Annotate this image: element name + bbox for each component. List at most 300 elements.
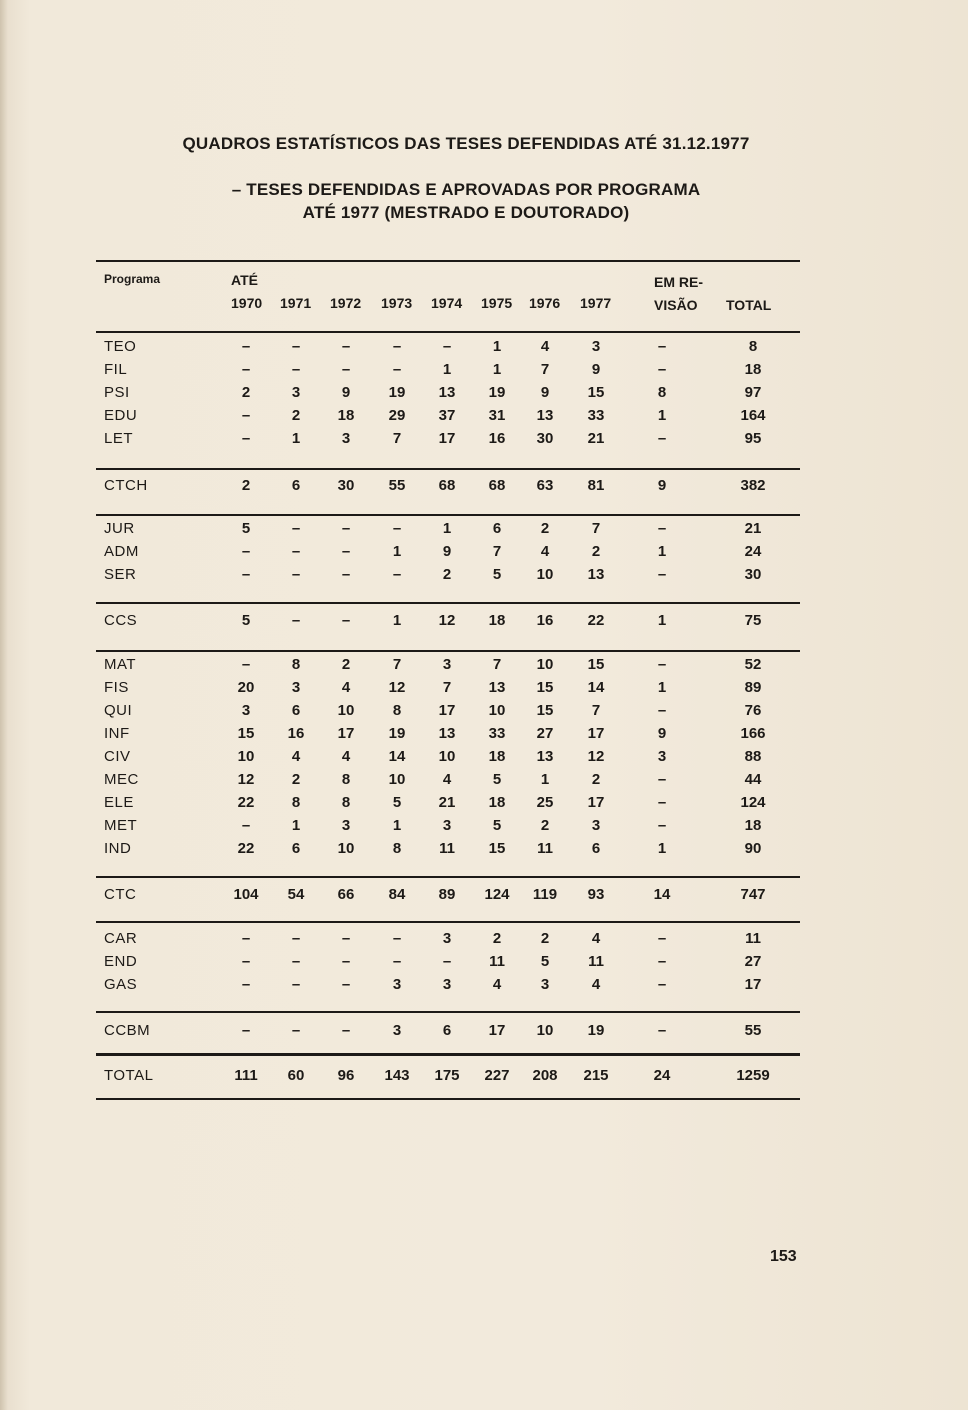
table-row-subtotal	[96, 1022, 800, 1042]
cell-1970: 5	[241, 612, 251, 629]
cell-1974: 13	[438, 725, 456, 742]
cell-1971: 2	[291, 407, 301, 424]
cell-1973: 1	[392, 543, 402, 560]
cell-1977: 11	[588, 953, 604, 970]
cell-1975: 7	[492, 656, 502, 673]
cell-1970: –	[241, 361, 251, 378]
cell-1974: 6	[442, 1022, 452, 1039]
cell-1970: –	[241, 407, 251, 424]
cell-1972: 4	[341, 748, 351, 765]
cell-1977: 7	[591, 702, 601, 719]
cell-1973: 29	[388, 407, 406, 424]
cell-total: 30	[744, 566, 762, 583]
table-row	[96, 543, 800, 563]
cell-1974: 175	[434, 1067, 460, 1084]
cell-1977: 14	[587, 679, 605, 696]
cell-1973: 55	[388, 477, 406, 494]
cell-1971: –	[291, 543, 301, 560]
cell-1973: 14	[388, 748, 406, 765]
table-row-subtotal	[96, 886, 800, 906]
cell-1977: 2	[591, 771, 601, 788]
cell-1977: 6	[591, 840, 601, 857]
cell-1970: 15	[237, 725, 255, 742]
cell-1977: 19	[587, 1022, 605, 1039]
cell-1971: 4	[291, 748, 301, 765]
cell-1974: 7	[442, 679, 452, 696]
header-1975: 1975	[481, 295, 513, 311]
cell-1976: 5	[540, 953, 550, 970]
cell-1972: –	[341, 930, 351, 947]
cell-1977: 3	[591, 817, 601, 834]
cell-1972: –	[341, 1022, 351, 1039]
cell-1973: 7	[392, 430, 402, 447]
cell-total: 166	[740, 725, 766, 742]
cell-em-revisao: –	[657, 976, 667, 993]
cell-1974: 1	[442, 361, 452, 378]
table-row	[96, 566, 800, 586]
cell-1975: 1	[492, 361, 502, 378]
cell-em-revisao: 1	[657, 407, 667, 424]
cell-1977: 2	[591, 543, 601, 560]
table-row	[96, 338, 800, 358]
cell-1975: 5	[492, 817, 502, 834]
cell-1972: 18	[337, 407, 355, 424]
cell-em-revisao: –	[657, 656, 667, 673]
table-row-subtotal	[96, 477, 800, 497]
table-row	[96, 361, 800, 381]
row-label: EDU	[104, 407, 138, 424]
cell-total: 18	[744, 361, 762, 378]
cell-1971: –	[291, 976, 301, 993]
cell-1971: 16	[287, 725, 305, 742]
row-label: GAS	[104, 976, 138, 993]
row-label: FIS	[104, 679, 129, 696]
cell-1972: –	[341, 612, 351, 629]
row-label: JUR	[104, 520, 135, 537]
cell-1970: 20	[237, 679, 255, 696]
cell-1972: 96	[337, 1067, 355, 1084]
table-row	[96, 817, 800, 837]
cell-1972: 17	[337, 725, 355, 742]
cell-1977: 215	[583, 1067, 609, 1084]
cell-1971: 54	[287, 886, 305, 903]
cell-1975: 31	[488, 407, 506, 424]
cell-1976: 2	[540, 930, 550, 947]
table-row	[96, 384, 800, 404]
cell-1970: 3	[241, 702, 251, 719]
cell-1976: 13	[536, 407, 554, 424]
cell-1975: 4	[492, 976, 502, 993]
cell-1977: 15	[587, 384, 605, 401]
cell-total: 95	[744, 430, 762, 447]
cell-1970: 22	[237, 840, 255, 857]
cell-1973: –	[392, 338, 402, 355]
cell-1972: –	[341, 520, 351, 537]
cell-em-revisao: 3	[657, 748, 667, 765]
cell-1975: 5	[492, 771, 502, 788]
cell-1976: 119	[532, 886, 558, 903]
cell-1970: 10	[237, 748, 255, 765]
table-row	[96, 520, 800, 540]
cell-1974: 17	[438, 702, 456, 719]
header-1970: 1970	[231, 295, 263, 311]
cell-1970: –	[241, 930, 251, 947]
cell-1974: 68	[438, 477, 456, 494]
cell-1973: –	[392, 953, 402, 970]
cell-1970: –	[241, 817, 251, 834]
cell-1972: 8	[341, 771, 351, 788]
cell-1975: 15	[488, 840, 506, 857]
cell-1970: 104	[233, 886, 259, 903]
row-label: SER	[104, 566, 137, 583]
header-1971: 1971	[280, 295, 312, 311]
table-row	[96, 656, 800, 676]
cell-1974: 3	[442, 976, 452, 993]
cell-1972: 9	[341, 384, 351, 401]
cell-1974: 11	[439, 840, 455, 857]
cell-1975: 2	[492, 930, 502, 947]
cell-1975: 18	[488, 612, 506, 629]
cell-1973: –	[392, 520, 402, 537]
cell-1976: 11	[537, 840, 553, 857]
cell-em-revisao: 1	[657, 840, 667, 857]
cell-em-revisao: 1	[657, 679, 667, 696]
cell-1972: 3	[341, 430, 351, 447]
cell-1976: 2	[540, 817, 550, 834]
cell-1974: 21	[438, 794, 456, 811]
cell-em-revisao: –	[657, 702, 667, 719]
cell-1976: 25	[536, 794, 554, 811]
cell-total: 90	[744, 840, 762, 857]
cell-1975: 7	[492, 543, 502, 560]
cell-1972: 3	[341, 817, 351, 834]
group-rule	[96, 1011, 800, 1013]
cell-1975: 13	[488, 679, 506, 696]
group-rule	[96, 514, 800, 516]
cell-1972: –	[341, 976, 351, 993]
cell-1971: 8	[291, 656, 301, 673]
cell-1976: 2	[540, 520, 550, 537]
cell-1977: 17	[587, 794, 605, 811]
table-row-grand-total	[96, 1067, 800, 1087]
cell-1977: 9	[591, 361, 601, 378]
row-label: PSI	[104, 384, 130, 401]
row-label: MET	[104, 817, 138, 834]
cell-1973: 8	[392, 702, 402, 719]
cell-em-revisao: 1	[657, 543, 667, 560]
cell-1977: 12	[587, 748, 605, 765]
cell-1973: 1	[392, 612, 402, 629]
group-rule	[96, 921, 800, 923]
row-label: IND	[104, 840, 132, 857]
cell-1976: 1	[540, 771, 550, 788]
cell-1973: 7	[392, 656, 402, 673]
cell-1976: 15	[536, 679, 554, 696]
table-row	[96, 930, 800, 950]
group-rule	[96, 876, 800, 878]
cell-1974: 1	[442, 520, 452, 537]
cell-1975: 19	[488, 384, 506, 401]
cell-1970: –	[241, 656, 251, 673]
cell-1972: 30	[337, 477, 355, 494]
cell-em-revisao: –	[657, 430, 667, 447]
cell-1971: –	[291, 338, 301, 355]
cell-1972: –	[341, 338, 351, 355]
cell-1973: 8	[392, 840, 402, 857]
row-label: MEC	[104, 771, 139, 788]
cell-total: 55	[744, 1022, 762, 1039]
cell-1975: 16	[488, 430, 506, 447]
cell-1977: 4	[591, 976, 601, 993]
total-top-rule	[96, 1053, 800, 1056]
cell-1971: 3	[291, 384, 301, 401]
cell-1974: 9	[442, 543, 452, 560]
cell-1975: 33	[488, 725, 506, 742]
cell-1975: 227	[484, 1067, 510, 1084]
table-row	[96, 771, 800, 791]
cell-1971: –	[291, 361, 301, 378]
cell-1972: 8	[341, 794, 351, 811]
cell-1970: –	[241, 430, 251, 447]
cell-1972: 66	[337, 886, 355, 903]
cell-total: 382	[740, 477, 766, 494]
table-row	[96, 702, 800, 722]
cell-1973: 19	[388, 384, 406, 401]
cell-1975: 10	[488, 702, 506, 719]
row-label: CCS	[104, 612, 138, 629]
table-row	[96, 430, 800, 450]
cell-1977: 17	[587, 725, 605, 742]
cell-1970: 2	[241, 384, 251, 401]
cell-1975: 6	[492, 520, 502, 537]
cell-total: 52	[744, 656, 762, 673]
table-row	[96, 794, 800, 814]
cell-1972: –	[341, 361, 351, 378]
cell-1976: 3	[540, 976, 550, 993]
cell-1976: 13	[536, 748, 554, 765]
cell-1976: 4	[540, 543, 550, 560]
cell-1975: 1	[492, 338, 502, 355]
cell-total: 8	[748, 338, 758, 355]
row-label: CIV	[104, 748, 131, 765]
cell-1975: 5	[492, 566, 502, 583]
cell-em-revisao: 24	[653, 1067, 671, 1084]
cell-1974: 3	[442, 656, 452, 673]
table-top-rule	[96, 260, 800, 262]
cell-total: 21	[744, 520, 762, 537]
cell-1972: 10	[337, 702, 355, 719]
table-row	[96, 407, 800, 427]
row-label: ELE	[104, 794, 134, 811]
cell-em-revisao: 8	[657, 384, 667, 401]
cell-1974: 17	[438, 430, 456, 447]
row-label: END	[104, 953, 138, 970]
cell-1970: 111	[234, 1067, 258, 1084]
header-total: TOTAL	[726, 297, 772, 313]
cell-1972: –	[341, 953, 351, 970]
table-row-subtotal	[96, 612, 800, 632]
cell-1972: 2	[341, 656, 351, 673]
header-ate: ATÉ	[231, 272, 258, 288]
cell-1972: 4	[341, 679, 351, 696]
cell-total: 89	[744, 679, 762, 696]
cell-total: 124	[740, 794, 766, 811]
cell-1973: 3	[392, 1022, 402, 1039]
cell-1971: 6	[291, 477, 301, 494]
cell-1971: –	[291, 1022, 301, 1039]
cell-1977: 15	[587, 656, 605, 673]
cell-1976: 16	[536, 612, 554, 629]
cell-1972: 10	[337, 840, 355, 857]
cell-total: 76	[744, 702, 762, 719]
cell-1976: 208	[532, 1067, 558, 1084]
cell-total: 17	[744, 976, 762, 993]
header-1972: 1972	[330, 295, 362, 311]
cell-em-revisao: –	[657, 361, 667, 378]
cell-1977: 33	[587, 407, 605, 424]
cell-1973: 19	[388, 725, 406, 742]
group-rule	[96, 468, 800, 470]
cell-1974: 12	[438, 612, 456, 629]
cell-1972: –	[341, 543, 351, 560]
row-label: MAT	[104, 656, 137, 673]
cell-1976: 4	[540, 338, 550, 355]
cell-1977: 21	[587, 430, 605, 447]
table-row	[96, 725, 800, 745]
cell-total: 24	[744, 543, 762, 560]
cell-1975: 17	[488, 1022, 506, 1039]
cell-1976: 10	[536, 566, 554, 583]
cell-1975: 124	[484, 886, 510, 903]
cell-1973: 10	[388, 771, 406, 788]
cell-total: 97	[744, 384, 762, 401]
cell-total: 164	[740, 407, 766, 424]
cell-em-revisao: –	[657, 566, 667, 583]
cell-1973: 1	[392, 817, 402, 834]
cell-em-revisao: –	[657, 794, 667, 811]
cell-em-revisao: –	[657, 953, 667, 970]
header-em-revisao-2: VISÃO	[654, 297, 698, 313]
cell-1974: 10	[438, 748, 456, 765]
cell-1975: 18	[488, 748, 506, 765]
row-label: FIL	[104, 361, 128, 378]
cell-em-revisao: 14	[653, 886, 671, 903]
cell-total: 18	[744, 817, 762, 834]
cell-total: 88	[744, 748, 762, 765]
header-programa: Programa	[104, 272, 161, 286]
cell-1974: –	[442, 338, 452, 355]
cell-1970: –	[241, 543, 251, 560]
cell-1975: 11	[489, 953, 505, 970]
cell-1971: –	[291, 930, 301, 947]
cell-1971: –	[291, 520, 301, 537]
cell-1970: 12	[237, 771, 255, 788]
row-label: TOTAL	[104, 1067, 154, 1084]
cell-1976: 15	[536, 702, 554, 719]
cell-1970: –	[241, 976, 251, 993]
header-1974: 1974	[431, 295, 463, 311]
cell-1974: 3	[442, 930, 452, 947]
cell-1971: 6	[291, 702, 301, 719]
cell-em-revisao: 9	[657, 477, 667, 494]
cell-1973: 143	[384, 1067, 410, 1084]
cell-1972: –	[341, 566, 351, 583]
row-label: ADM	[104, 543, 139, 560]
cell-1970: –	[241, 566, 251, 583]
cell-em-revisao: –	[657, 771, 667, 788]
header-1976: 1976	[529, 295, 561, 311]
cell-total: 75	[744, 612, 762, 629]
group-rule	[96, 602, 800, 604]
row-label: CAR	[104, 930, 138, 947]
group-rule	[96, 650, 800, 652]
cell-em-revisao: –	[657, 338, 667, 355]
cell-total: 11	[745, 930, 761, 947]
cell-1971: 60	[287, 1067, 305, 1084]
cell-1973: –	[392, 566, 402, 583]
cell-1973: –	[392, 361, 402, 378]
table-bottom-rule	[96, 1098, 800, 1100]
cell-1974: 89	[438, 886, 456, 903]
table-row	[96, 976, 800, 996]
row-label: LET	[104, 430, 134, 447]
cell-1976: 10	[536, 656, 554, 673]
cell-1971: 3	[291, 679, 301, 696]
header-1973: 1973	[381, 295, 413, 311]
cell-1970: 5	[241, 520, 251, 537]
table-row	[96, 953, 800, 973]
cell-1977: 3	[591, 338, 601, 355]
cell-1975: 68	[488, 477, 506, 494]
cell-1975: 18	[488, 794, 506, 811]
cell-1974: 2	[442, 566, 452, 583]
header-bottom-rule	[96, 331, 800, 333]
cell-1974: 3	[442, 817, 452, 834]
cell-1976: 27	[536, 725, 554, 742]
cell-1974: –	[442, 953, 452, 970]
cell-1971: 2	[291, 771, 301, 788]
page-number: 153	[770, 1248, 797, 1265]
cell-1976: 9	[540, 384, 550, 401]
cell-em-revisao: –	[657, 817, 667, 834]
cell-total: 1259	[736, 1067, 770, 1084]
cell-1974: 13	[438, 384, 456, 401]
cell-1973: 3	[392, 976, 402, 993]
row-label: CCBM	[104, 1022, 151, 1039]
cell-total: 44	[744, 771, 762, 788]
subtitle-line-1: – TESES DEFENDIDAS E APROVADAS POR PROGRAMA	[231, 180, 701, 199]
cell-1970: 2	[241, 477, 251, 494]
cell-1974: 4	[442, 771, 452, 788]
cell-1974: 37	[438, 407, 456, 424]
row-label: QUI	[104, 702, 133, 719]
header-1977: 1977	[580, 295, 612, 311]
cell-1977: 13	[587, 566, 605, 583]
cell-em-revisao: –	[657, 930, 667, 947]
row-label: INF	[104, 725, 130, 742]
cell-total: 747	[740, 886, 766, 903]
main-title: QUADROS ESTATÍSTICOS DAS TESES DEFENDIDAS ATÉ 31.12.1977	[182, 134, 750, 153]
cell-1976: 7	[540, 361, 550, 378]
row-label: CTC	[104, 886, 137, 903]
cell-1971: 1	[291, 817, 301, 834]
cell-1973: 5	[392, 794, 402, 811]
cell-em-revisao: –	[657, 1022, 667, 1039]
table-row	[96, 679, 800, 699]
cell-em-revisao: –	[657, 520, 667, 537]
header-em-revisao-1: EM RE-	[654, 274, 703, 290]
cell-1970: –	[241, 953, 251, 970]
